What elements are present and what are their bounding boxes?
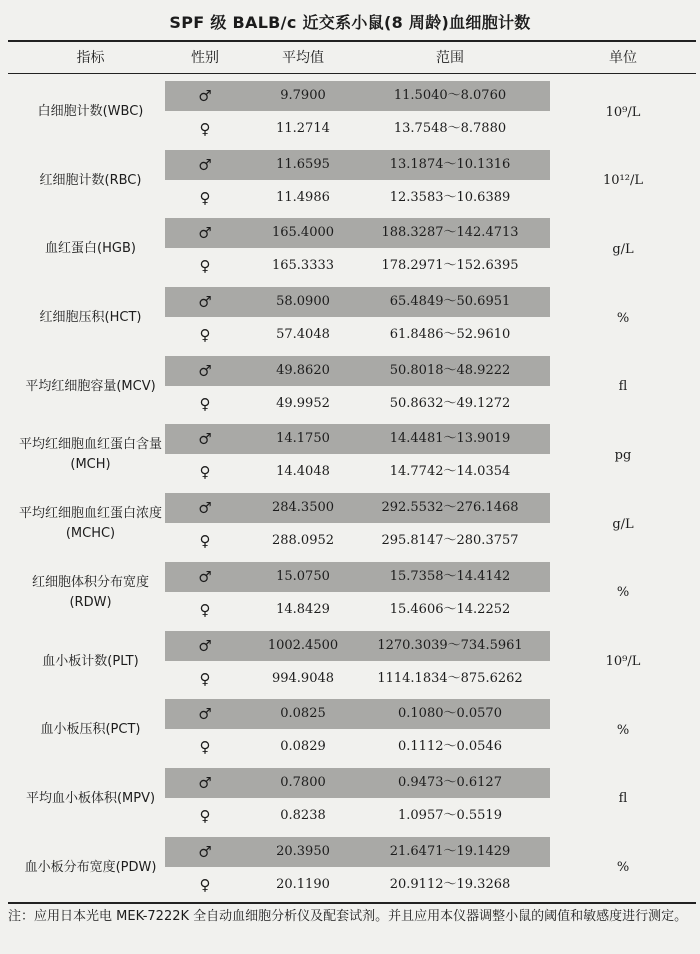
table-row [0,696,700,765]
male-range: 0.1080～0.0570 [398,706,502,722]
male-mean: 20.3950 [276,843,330,859]
female-subrow [0,868,700,902]
male-range: 15.7358～14.4142 [389,568,511,584]
table-row [0,147,700,216]
male-symbol: ♂ [198,705,212,724]
female-mean: 0.8238 [280,807,326,823]
female-symbol: ♀ [199,806,211,825]
male-mean: 0.0825 [280,706,326,722]
indicator-label: 血小板计数(PLT) [42,653,139,669]
female-range: 50.8632～49.1272 [389,395,511,411]
male-symbol: ♂ [198,773,212,792]
female-symbol: ♀ [199,463,211,482]
female-subrow [0,730,700,764]
header-unit: 单位 [609,50,637,66]
table-row [0,559,700,628]
unit-cell: fl [618,379,628,395]
indicator-label: 平均血小板体积(MPV) [25,790,156,806]
female-subrow [0,455,700,489]
female-subrow [0,524,700,558]
indicator-label: 红细胞体积分布宽度(RDW) [31,574,149,610]
male-mean: 58.0900 [276,294,330,310]
male-symbol: ♂ [198,499,212,518]
male-range: 0.9473～0.6127 [398,774,502,790]
male-subrow [0,491,700,525]
female-mean: 49.9952 [276,395,330,411]
table-note: 注：应用日本光电 MEK-7222K 全自动血细胞分析仪及配套试剂。并且应用本仪器调整小鼠的阈值和敏感度进行测定。 [8,909,688,924]
female-mean: 994.9048 [271,670,335,686]
male-mean: 14.1750 [276,431,330,447]
female-range: 13.7548～8.7880 [393,121,507,136]
table-row [0,215,700,284]
female-mean: 57.4048 [276,327,330,343]
table-title: SPF 级 BALB/c 近交系小鼠(8 周龄)血细胞计数 [169,13,531,32]
male-subrow [0,285,700,319]
female-subrow [0,318,700,352]
female-symbol: ♀ [199,188,211,207]
indicator-label: 血红蛋白(HGB) [45,241,136,257]
unit-cell: 10⁹/L [605,654,641,669]
male-range: 21.6471～19.1429 [389,843,511,859]
unit-cell: % [616,310,630,326]
table-row [0,490,700,559]
female-symbol: ♀ [199,669,211,688]
female-symbol: ♀ [199,257,211,276]
male-range: 1270.3039～734.5961 [377,637,523,653]
indicator-label: 平均红细胞容量(MCV) [25,378,156,394]
female-range: 12.3583～10.6389 [389,189,511,205]
male-subrow [0,216,700,250]
indicator-label: 红细胞计数(RBC) [39,172,142,188]
male-mean: 1002.4500 [267,637,339,653]
male-range: 13.1874～10.1316 [389,156,511,172]
indicator-label: 血小板压积(PCT) [40,722,141,738]
male-range: 11.5040～8.0760 [393,88,507,103]
male-subrow [0,422,700,456]
female-mean: 0.0829 [280,739,326,755]
table-row [0,353,700,422]
male-mean: 11.6595 [276,156,330,172]
male-subrow [0,835,700,869]
table-row [0,284,700,353]
unit-cell: g/L [612,516,634,532]
male-subrow [0,79,700,113]
male-symbol: ♂ [198,87,212,105]
female-mean: 14.4048 [276,464,330,480]
unit-cell: 10¹²/L [603,173,643,189]
indicator-label: 红细胞压积(HCT) [39,310,142,326]
male-mean: 9.7900 [280,88,326,103]
male-mean: 284.3500 [271,500,335,516]
male-symbol: ♂ [198,842,212,861]
indicator-label: 平均红细胞血红蛋白含量(MCH) [18,437,162,473]
male-subrow [0,697,700,731]
female-range: 15.4606～14.2252 [389,601,511,617]
male-subrow [0,148,700,182]
female-mean: 11.2714 [276,121,330,136]
female-mean: 11.4986 [276,189,330,205]
female-subrow [0,387,700,421]
male-symbol: ♂ [198,567,212,586]
male-subrow [0,560,700,594]
header-rule [8,73,696,74]
header-range: 范围 [436,50,464,66]
female-range: 295.8147～280.3757 [381,533,519,549]
table-row [0,78,700,147]
female-range: 178.2971～152.6395 [381,258,519,274]
unit-cell: 10⁹/L [605,104,641,120]
unit-cell: % [616,860,630,876]
male-mean: 0.7800 [280,774,326,790]
female-mean: 14.8429 [276,601,330,617]
unit-cell: % [616,722,630,738]
male-subrow [0,766,700,800]
male-subrow [0,629,700,663]
table-row [0,765,700,834]
female-symbol: ♀ [199,394,211,413]
male-range: 65.4849～50.6951 [389,294,511,310]
female-subrow [0,799,700,833]
unit-cell: g/L [612,241,634,257]
female-symbol: ♀ [199,738,211,757]
male-symbol: ♂ [198,361,212,380]
female-symbol: ♀ [199,120,211,138]
female-mean: 165.3333 [271,258,335,274]
male-symbol: ♂ [198,155,212,174]
unit-cell: % [616,585,630,601]
header-mean: 平均值 [282,50,324,66]
indicator-label: 平均红细胞血红蛋白浓度(MCHC) [18,506,162,542]
male-range: 14.4481～13.9019 [389,431,511,447]
male-mean: 165.4000 [271,225,335,241]
female-symbol: ♀ [199,875,211,894]
male-mean: 49.8620 [276,362,330,378]
header-sex: 性别 [191,50,219,66]
female-subrow [0,662,700,696]
female-subrow [0,181,700,215]
female-range: 0.1112～0.0546 [398,739,502,755]
female-range: 1.0957～0.5519 [398,807,502,823]
male-subrow [0,354,700,388]
bottom-rule [8,902,696,904]
female-subrow [0,249,700,283]
male-symbol: ♂ [198,224,212,243]
unit-cell: pg [614,447,632,463]
table-body [0,78,700,902]
top-rule [8,40,696,42]
male-symbol: ♂ [198,430,212,449]
indicator-label: 白细胞计数(WBC) [37,104,144,119]
table-row [0,421,700,490]
indicator-label: 血小板分布宽度(PDW) [24,859,157,875]
female-symbol: ♀ [199,326,211,345]
female-symbol: ♀ [199,600,211,619]
female-subrow [0,112,700,146]
male-range: 188.3287～142.4713 [381,225,519,241]
male-mean: 15.0750 [276,568,330,584]
table-row [0,834,700,903]
unit-cell: fl [618,791,628,807]
female-range: 1114.1834～875.6262 [377,670,523,686]
header-indicator: 指标 [76,50,105,66]
male-symbol: ♂ [198,293,212,312]
female-mean: 288.0952 [271,533,335,549]
male-range: 50.8018～48.9222 [389,362,511,378]
female-range: 20.9112～19.3268 [389,876,511,892]
female-subrow [0,593,700,627]
table-row [0,628,700,697]
female-range: 61.8486～52.9610 [389,327,511,343]
male-symbol: ♂ [198,636,212,655]
male-range: 292.5532～276.1468 [381,500,519,516]
female-range: 14.7742～14.0354 [389,464,511,480]
female-mean: 20.1190 [276,876,330,892]
female-symbol: ♀ [199,532,211,551]
